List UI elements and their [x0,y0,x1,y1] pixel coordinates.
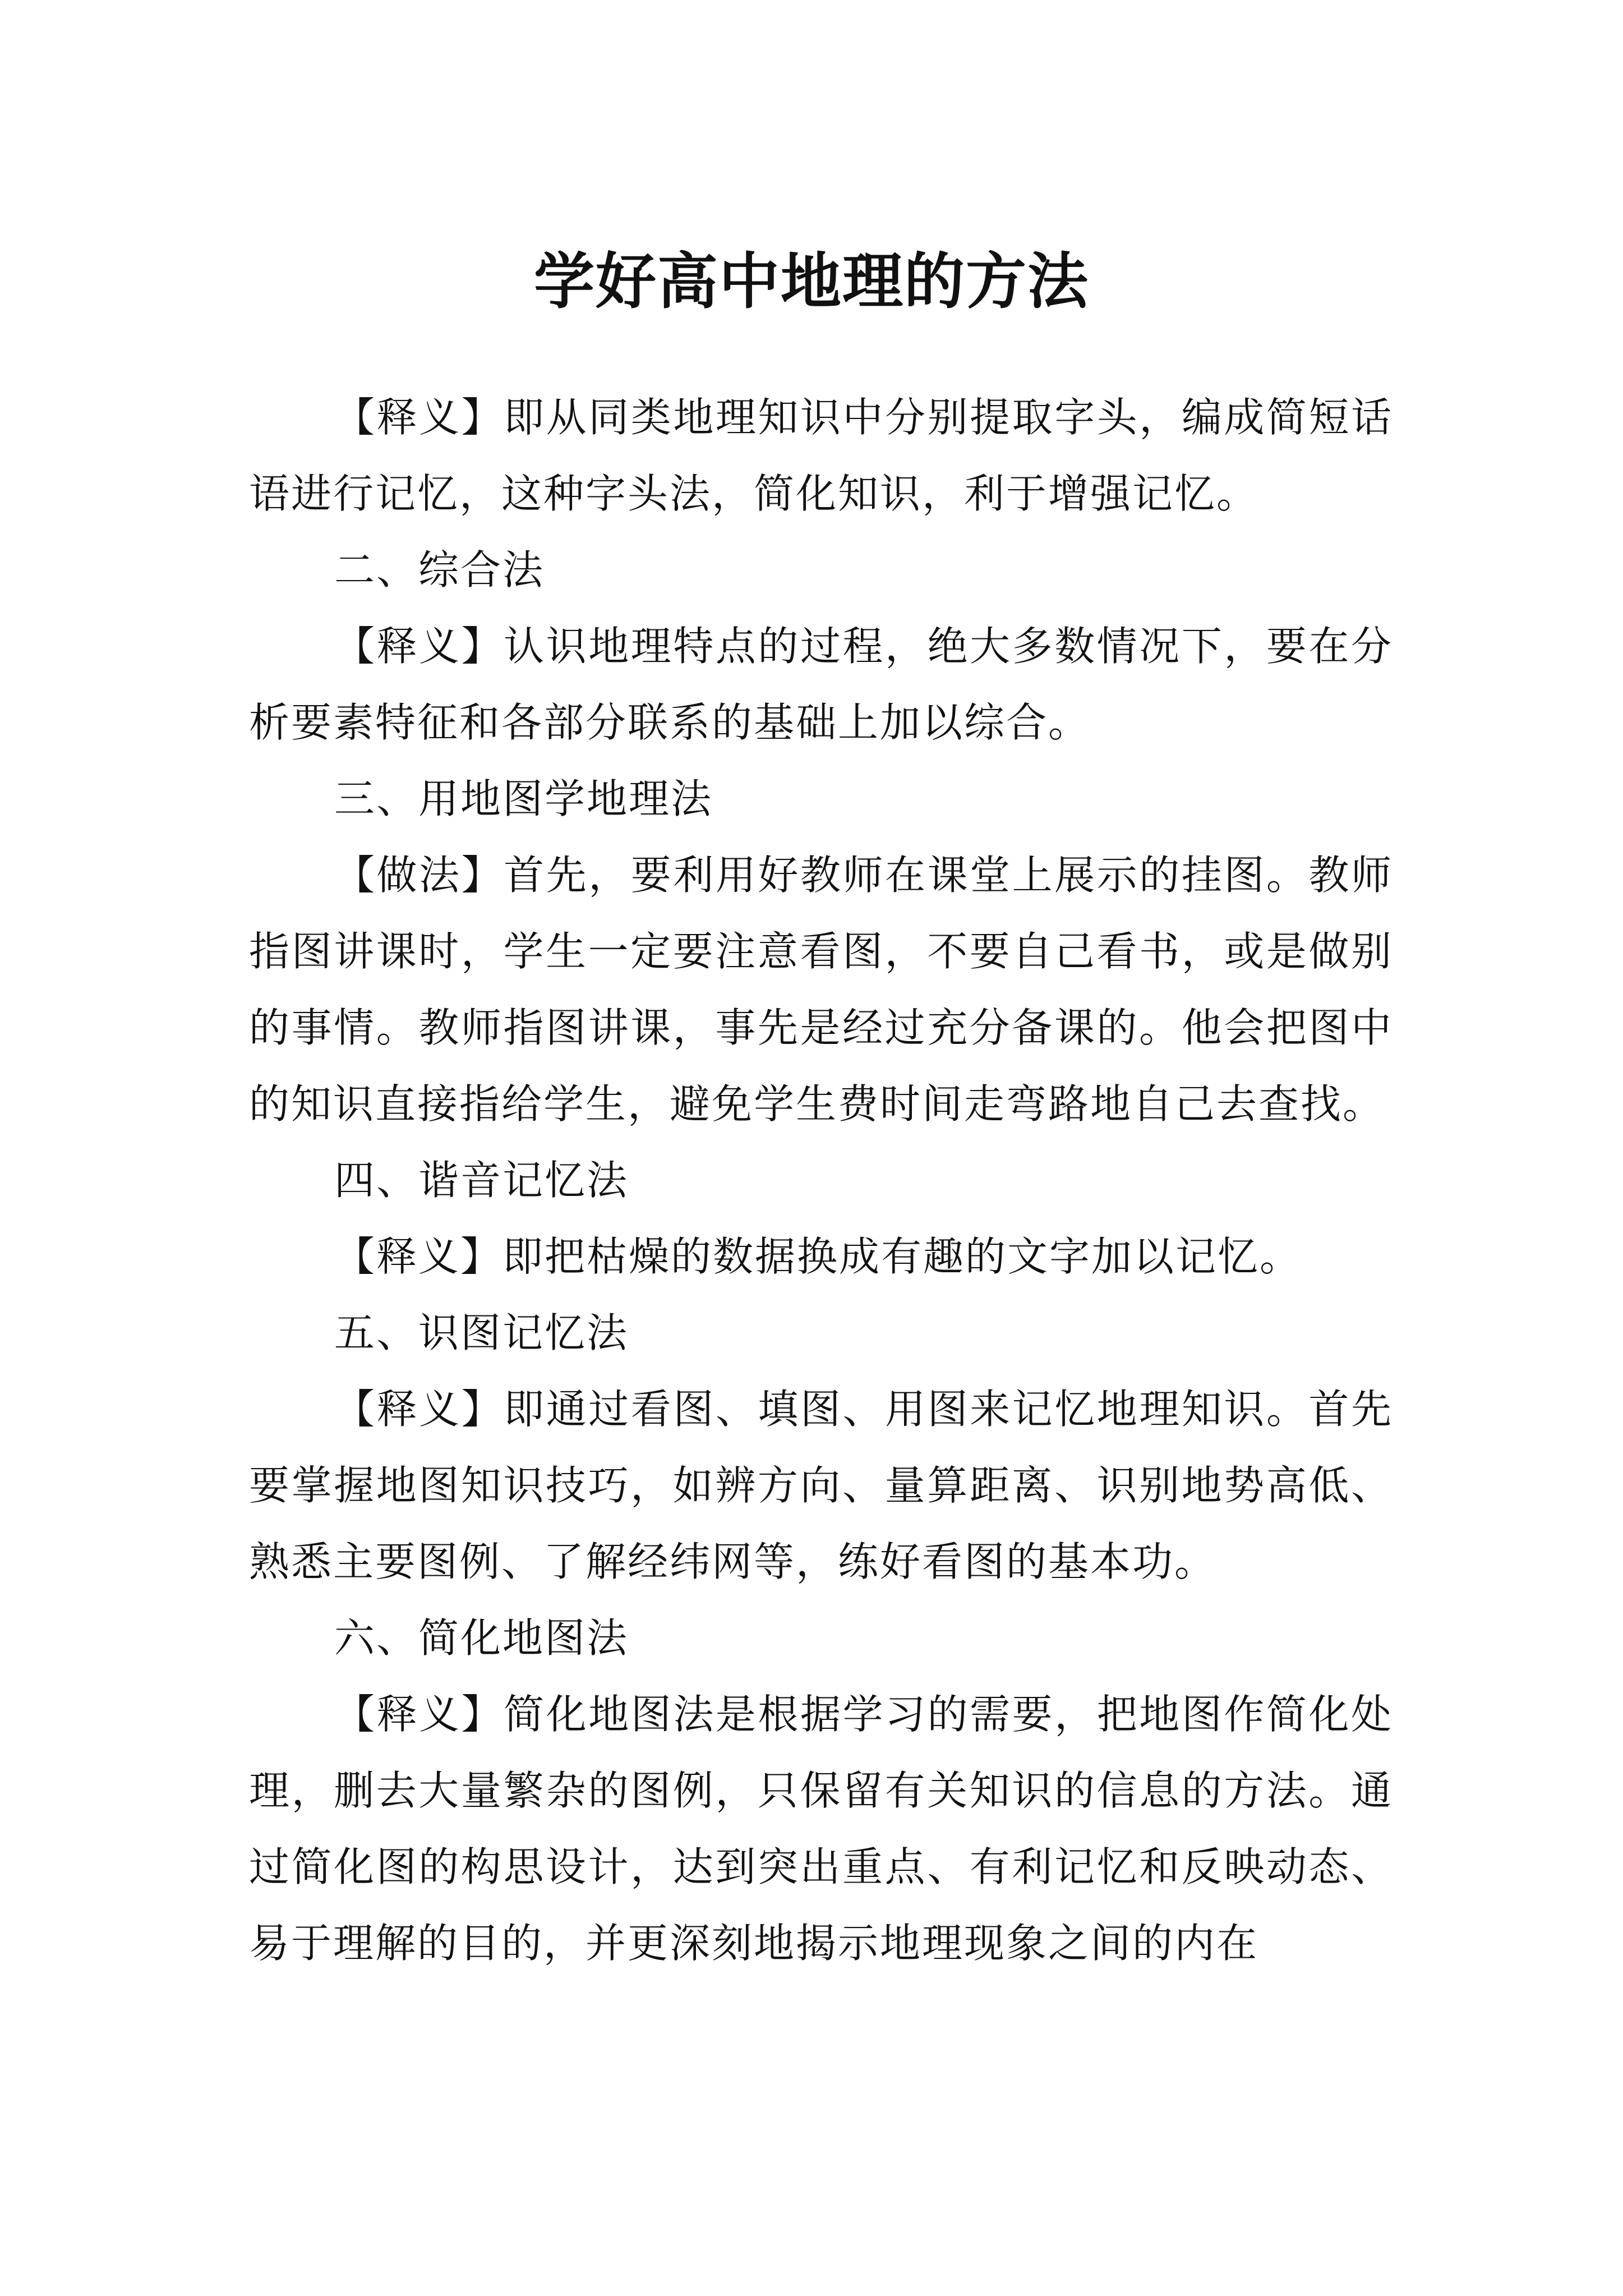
paragraph-1: 【释义】即从同类地理知识中分别提取字头，编成简短话语进行记忆，这种字头法，简化知识，利于增强记忆。 [249,394,1393,517]
section-heading-4: 四、谐音记忆法 [334,1157,629,1204]
section-heading-5: 五、识图记忆法 [334,1309,629,1356]
paragraph-6: 【释义】简化地图法是根据学习的需要，把地图作简化处理，删去大量繁杂的图例，只保留有关知识的信息的方法。通过简化图的构思设计，达到突出重点、有利记忆和反映动态、易于理解的目的，并更深刻地揭示地理现象之间的内在 [249,1691,1393,1967]
section-heading-2: 二、综合法 [334,546,545,593]
paragraph-4: 【释义】即把枯燥的数据换成有趣的文字加以记忆。 [334,1233,1302,1280]
section-heading-3: 三、用地图学地理法 [334,775,713,822]
paragraph-3: 【做法】首先，要利用好教师在课堂上展示的挂图。教师指图讲课时，学生一定要注意看图，不要自己看书，或是做别的事情。教师指图讲课，事先是经过充分备课的。他会把图中的知识直接指给学生，避免学生费时间走弯路地自己去查找。 [249,852,1393,1128]
paragraph-5: 【释义】即通过看图、填图、用图来记忆地理知识。首先要掌握地图知识技巧，如辨方向、量算距离、识别地势高低、熟悉主要图例、了解经纬网等，练好看图的基本功。 [249,1386,1393,1585]
paragraph-2: 【释义】认识地理特点的过程，绝大多数情况下，要在分析要素特征和各部分联系的基础上加以综合。 [249,623,1393,746]
document-body [249,379,1393,1981]
section-heading-6: 六、简化地图法 [334,1614,629,1662]
page-title: 学好高中地理的方法 [533,246,1089,318]
